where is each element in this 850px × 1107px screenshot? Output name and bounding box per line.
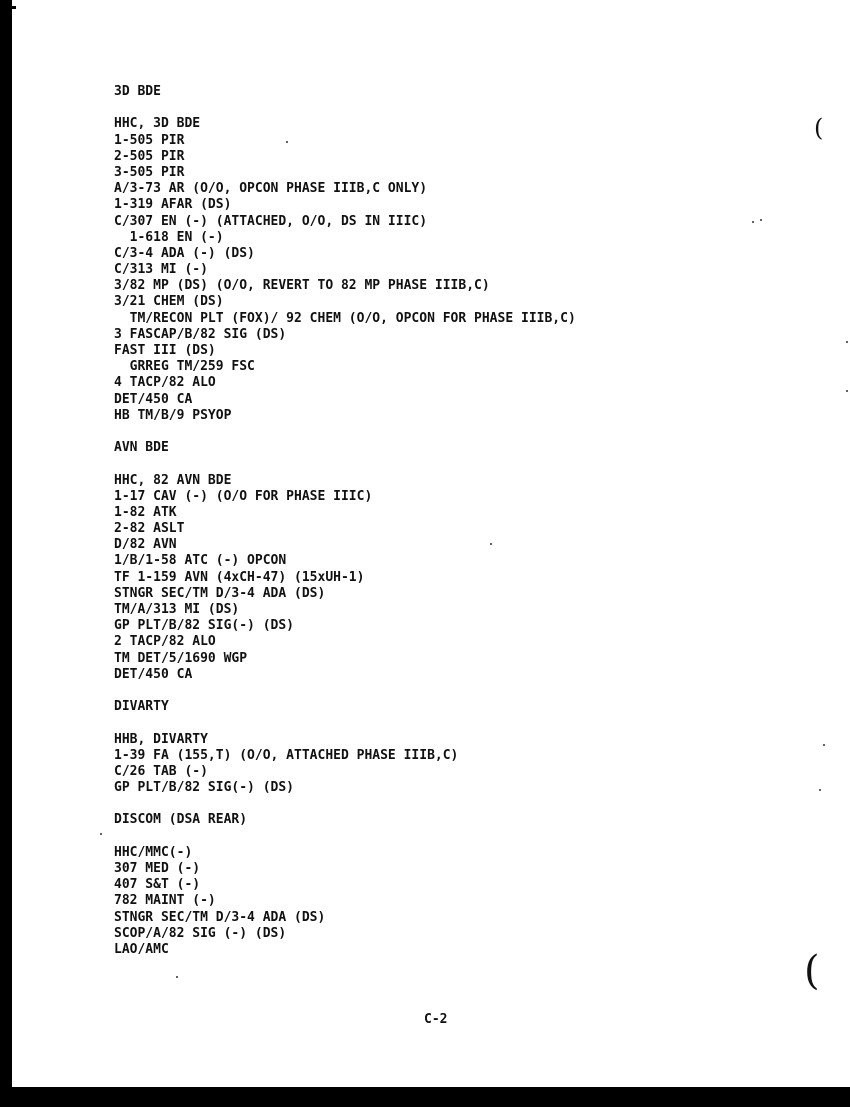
unit-line: 3 FASCAP/B/82 SIG (DS) [114,326,287,342]
unit-line: TM DET/5/1690 WGP [114,650,248,666]
unit-line: SCOP/A/82 SIG (-) (DS) [114,925,287,941]
unit-line: 1-17 CAV (-) (O/O FOR PHASE IIIC) [114,488,373,504]
unit-line: HHC, 3D BDE [114,116,201,132]
scan-edge-tick [12,6,16,9]
unit-line: 1/B/1-58 ATC (-) OPCON [114,553,287,569]
section-heading: 3D BDE [114,84,161,99]
unit-line: HHC, 82 AVN BDE [114,472,232,488]
scan-speck [100,833,102,835]
unit-line: 1-82 ATK [114,504,177,520]
scan-edge-bottom [0,1087,850,1107]
unit-line: GP PLT/B/82 SIG(-) (DS) [114,780,295,796]
unit-line: C/313 MI (-) [114,262,208,278]
unit-line: 2 TACP/82 ALO [114,634,216,650]
section-heading: DIVARTY [114,699,169,715]
margin-mark-bottom: ( [804,948,820,994]
unit-line: DET/450 CA [114,391,193,407]
scan-speck [176,976,178,978]
unit-line: D/82 AVN [114,537,177,553]
task-organization-list [114,84,804,958]
spacer [114,715,804,731]
unit-line: STNGR SEC/TM D/3-4 ADA (DS) [114,585,326,601]
scan-speck [846,390,848,392]
unit-line: 3-505 PIR [114,164,185,180]
unit-line: 1-618 EN (-) [114,229,224,245]
unit-line: 2-505 PIR [114,148,185,164]
scan-speck [823,744,825,746]
unit-line: GRREG TM/259 FSC [114,359,255,375]
scan-speck [286,141,288,143]
unit-line: HHB, DIVARTY [114,731,208,747]
section-heading: AVN BDE [114,440,169,456]
unit-line: FAST III (DS) [114,343,216,358]
scan-speck [760,219,762,221]
unit-line: DET/450 CA [114,666,193,682]
unit-line: GP PLT/B/82 SIG(-) (DS) [114,618,295,634]
unit-line: STNGR SEC/TM D/3-4 ADA (DS) [114,909,326,925]
scan-speck [490,543,492,545]
unit-line: TM/A/313 MI (DS) [114,602,240,617]
unit-line: HHC/MMC(-) [114,844,193,860]
section-heading: DISCOM (DSA REAR) [114,812,248,828]
spacer [114,829,804,845]
unit-line: 4 TACP/82 ALO [114,375,216,391]
unit-line: C/3-4 ADA (-) (DS) [114,245,255,261]
spacer [114,796,804,812]
unit-line: 3/82 MP (DS) (O/O, REVERT TO 82 MP PHASE IIIB,C) [114,278,490,294]
unit-line: TM/RECON PLT (FOX)/ 92 CHEM (O/O, OPCON FOR PHASE IIIB,C) [114,310,576,326]
unit-line: C/307 EN (-) (ATTACHED, O/O, DS IN IIIC) [114,213,428,229]
unit-line: TF 1-159 AVN (4xCH-47) (15xUH-1) [114,569,365,585]
unit-line: LAO/AMC [114,941,169,957]
margin-mark-top: ( [814,114,824,142]
scan-edge-left [0,0,12,1090]
unit-line: 782 MAINT (-) [114,893,216,909]
unit-line: 1-319 AFAR (DS) [114,197,232,213]
spacer [114,456,804,472]
unit-line: 307 MED (-) [114,861,201,876]
unit-line: 3/21 CHEM (DS) [114,294,224,310]
unit-line: 1-505 PIR [114,132,185,148]
unit-line: 1-39 FA (155,T) (O/O, ATTACHED PHASE IIIB,C) [114,747,459,763]
spacer [114,100,804,116]
scan-speck [846,341,848,343]
unit-line: 407 S&T (-) [114,877,201,893]
unit-line: HB TM/B/9 PSYOP [114,407,232,423]
spacer [114,683,804,699]
page-number: C-2 [424,1012,448,1027]
spacer [114,424,804,440]
scan-speck [752,221,754,223]
scan-speck [819,789,821,791]
unit-line: 2-82 ASLT [114,521,185,537]
unit-line: C/26 TAB (-) [114,763,208,779]
unit-line: A/3-73 AR (O/O, OPCON PHASE IIIB,C ONLY) [114,181,428,197]
